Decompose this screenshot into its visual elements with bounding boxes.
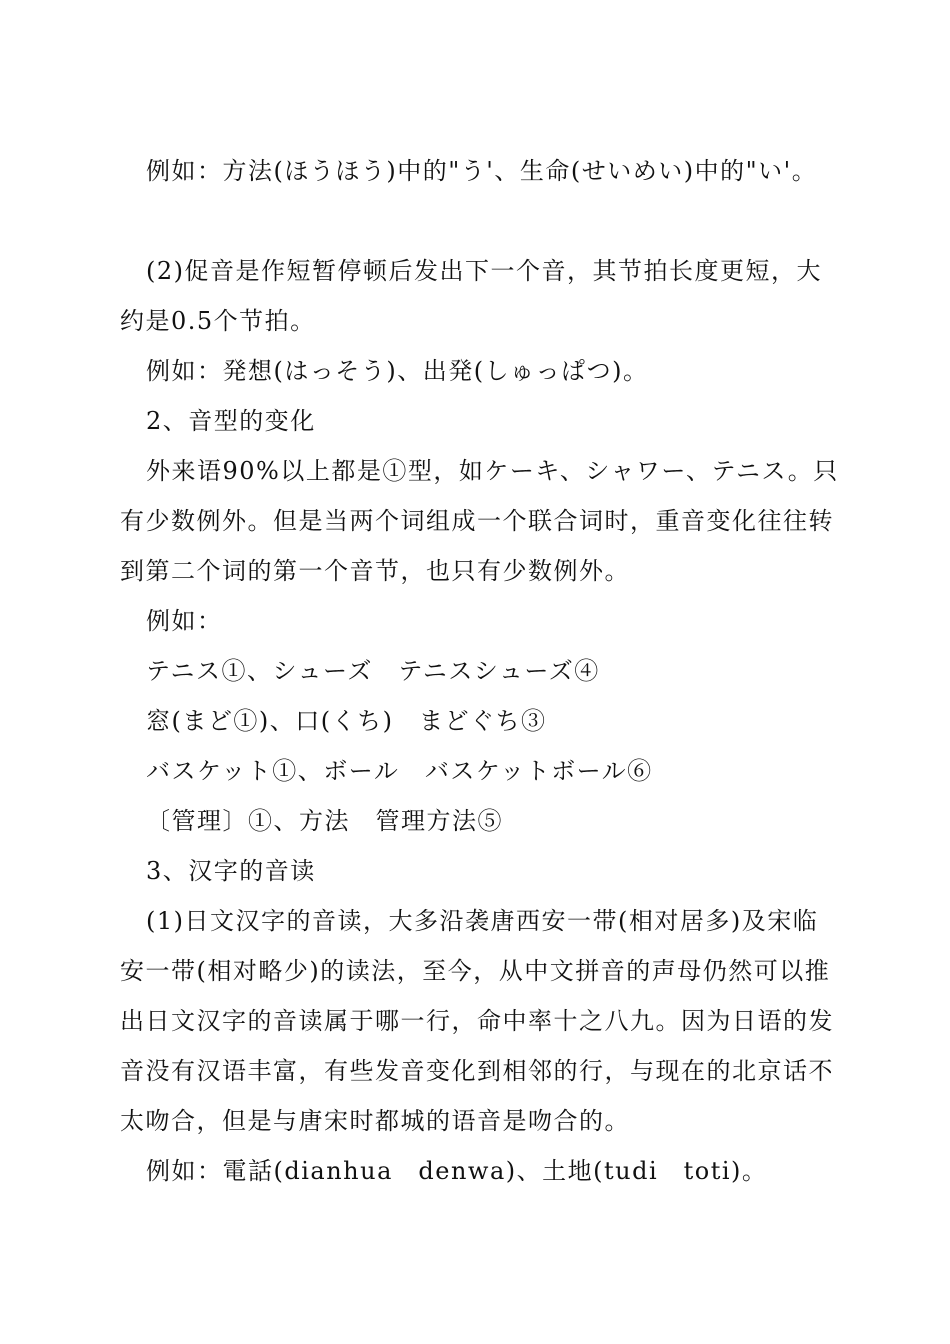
blank-line: [120, 196, 840, 246]
example-onyomi: 例如：電話(dianhua denwa)、土地(tudi toti)。: [146, 1157, 768, 1185]
paragraph-sokuon-line-2: 约是0.5个节拍。: [120, 307, 316, 335]
section-heading-2: 2、音型的变化: [146, 407, 316, 435]
paragraph-loanword-line-2: 有少数例外。但是当两个词组成一个联合词时，重音变化往往转: [120, 507, 834, 535]
example-item-4: 〔管理〕①、方法 管理方法⑤: [146, 807, 503, 835]
example-item-2: 窓(まど①)、口(くち) まどぐち③: [146, 707, 547, 735]
example-item-3: バスケット①、ボール バスケットボール⑥: [146, 757, 653, 785]
paragraph-onyomi-line-4: 音没有汉语丰富，有些发音变化到相邻的行，与现在的北京话不: [120, 1057, 834, 1085]
paragraph-onyomi-line-2: 安一带(相对略少)的读法，至今，从中文拼音的声母仍然可以推: [120, 957, 831, 985]
example-sokuon: 例如：発想(はっそう)、出発(しゅっぱつ)。: [146, 357, 649, 385]
paragraph-onyomi-line-5: 太吻合，但是与唐宋时都城的语音是吻合的。: [120, 1107, 630, 1135]
paragraph-onyomi-line-1: (1)日文汉字的音读，大多沿袭唐西安一带(相对居多)及宋临: [146, 907, 819, 935]
paragraph-sokuon-line-1: (2)促音是作短暂停顿后发出下一个音，其节拍长度更短，大: [146, 257, 822, 285]
paragraph-loanword-line-1: 外来语90%以上都是①型，如ケーキ、シャワー、テニス。只: [146, 457, 839, 485]
section-heading-3: 3、汉字的音读: [146, 857, 316, 885]
example-line-1: 例如：方法(ほうほう)中的"う'、生命(せいめい)中的"い'。: [146, 157, 818, 185]
example-label: 例如：: [146, 607, 223, 635]
paragraph-onyomi-line-3: 出日文汉字的音读属于哪一行，命中率十之八九。因为日语的发: [120, 1007, 834, 1035]
paragraph-loanword-line-3: 到第二个词的第一个音节，也只有少数例外。: [120, 557, 630, 585]
document-body: [120, 146, 840, 1196]
example-item-1: テニス①、シューズ テニスシューズ④: [146, 657, 600, 685]
